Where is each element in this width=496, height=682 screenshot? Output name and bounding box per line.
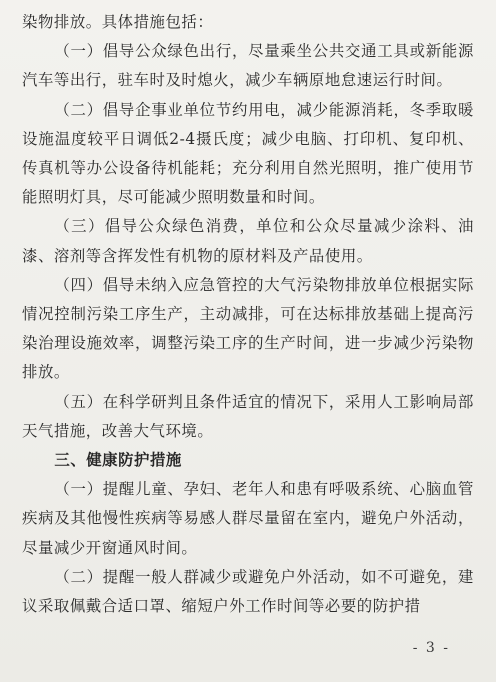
paragraph-item-2: （二）倡导企事业单位节约用电，减少能源消耗，冬季取暖设施温度较平日调低2-4摄氏度；减少电脑、打印机、复印机、传真机等办公设备待机能耗；充分利用自然光照明，推广使用节能照明灯具，尽可能减少照明数量和时间。 xyxy=(22,100,474,207)
paragraph-item-6: （一）提醒儿童、孕妇、老年人和患有呼吸系统、心脑血管疾病及其他慢性疾病等易感人群尽量留在室内，避免户外活动，尽量减少开窗通风时间。 xyxy=(22,480,474,557)
paragraph-continuation: 染物排放。具体措施包括： xyxy=(22,13,214,31)
section-heading: 三、健康防护措施 xyxy=(54,451,182,470)
paragraph-item-5: （五）在科学研判且条件适宜的情况下，采用人工影响局部天气措施，改善大气环境。 xyxy=(22,392,474,440)
paragraph-item-7: （二）提醒一般人群减少或避免户外活动，如不可避免，建议采取佩戴合适口罩、缩短户外工作时间等必要的防护措 xyxy=(22,567,474,616)
paragraph-item-3: （三）倡导公众绿色消费，单位和公众尽量减少涂料、油漆、溶剂等含挥发性有机物的原材料及产品使用。 xyxy=(22,217,474,265)
paragraph-item-1: （一）倡导公众绿色出行，尽量乘坐公共交通工具或新能源汽车等出行，驻车时及时熄火，减少车辆原地怠速运行时间。 xyxy=(22,42,474,90)
paragraph-item-4: （四）倡导未纳入应急管控的大气污染物排放单位根据实际情况控制污染工序生产，主动减排，可在达标排放基础上提高污染治理设施效率，调整污染工序的生产时间，进一步减少污染物排放。 xyxy=(22,275,474,382)
page-number: - 3 - xyxy=(412,640,450,656)
